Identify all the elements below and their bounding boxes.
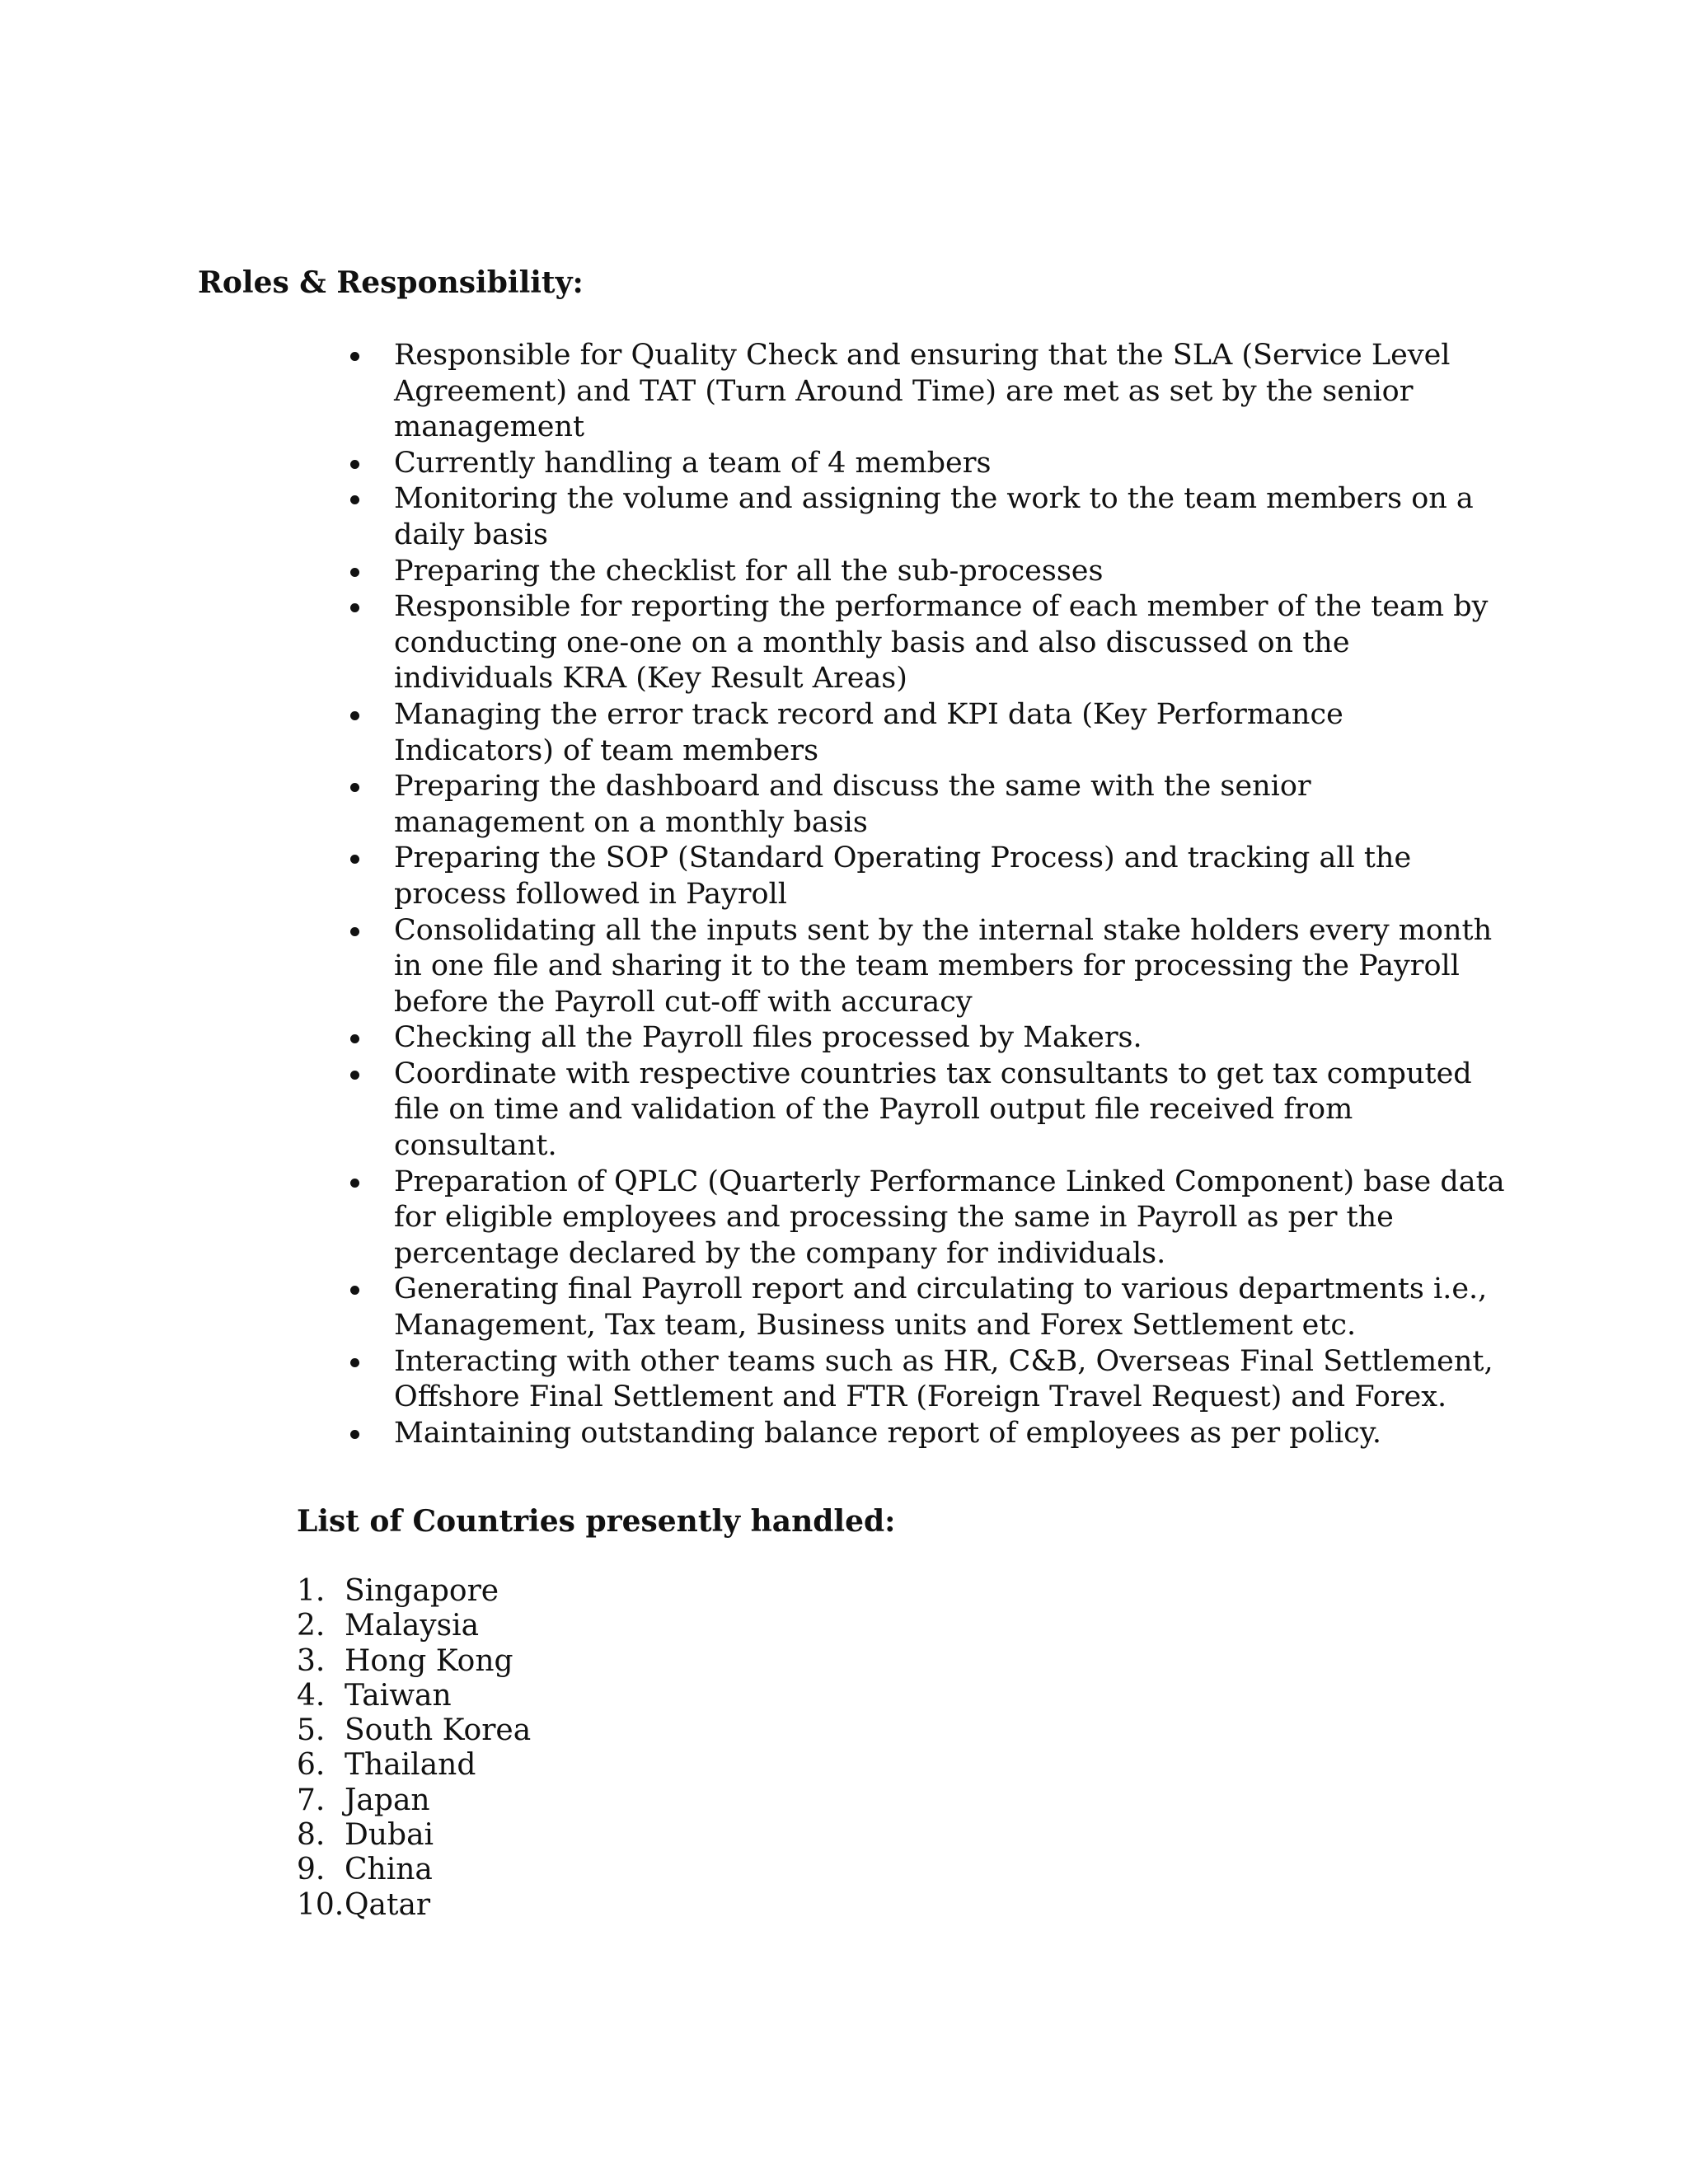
list-item	[394, 769, 1507, 841]
list-item	[394, 913, 1507, 1021]
bullet-icon	[350, 927, 359, 936]
list-item	[297, 1888, 531, 1923]
country-name: Malaysia	[345, 1609, 480, 1643]
list-number: 8.	[297, 1818, 326, 1853]
list-item	[394, 1057, 1507, 1165]
list-item-text: Preparation of QPLC (Quarterly Performance Linked Component) base data for eligible employees and processing the same in Payroll as per the percentage declared by the company for individuals.	[394, 1165, 1505, 1270]
list-number: 6.	[297, 1748, 326, 1783]
roles-heading: Roles & Responsibility:	[198, 265, 584, 300]
list-number: 10.	[297, 1887, 345, 1922]
list-item	[297, 1713, 531, 1748]
list-item-text: Preparing the SOP (Standard Operating Process) and tracking all the process followed in Payroll	[394, 841, 1412, 911]
list-number: 4.	[297, 1678, 326, 1713]
country-name: Thailand	[345, 1748, 476, 1783]
country-name: Dubai	[345, 1818, 434, 1853]
list-item	[394, 554, 1507, 590]
list-item-text: Preparing the checklist for all the sub-processes	[394, 554, 1104, 588]
responsibilities-list	[394, 338, 1507, 1451]
list-item	[297, 1748, 531, 1783]
list-item	[394, 338, 1507, 446]
list-item	[297, 1644, 531, 1679]
list-item	[394, 1272, 1507, 1343]
list-number: 9.	[297, 1853, 326, 1887]
bullet-icon	[350, 460, 359, 469]
list-item	[394, 589, 1507, 697]
list-item-text: Responsible for Quality Check and ensuring that the SLA (Service Level Agreement) and TAT (Turn Around Time) are met as set by the senior management	[394, 339, 1451, 444]
list-item	[394, 1020, 1507, 1057]
list-number: 2.	[297, 1609, 326, 1643]
list-item-text: Interacting with other teams such as HR, C&B, Overseas Final Settlement, Offshore Final Settlement and FTR (Foreign Travel Request) and Forex.	[394, 1344, 1493, 1414]
list-item	[394, 1344, 1507, 1416]
list-item	[394, 446, 1507, 482]
list-number: 3.	[297, 1643, 326, 1678]
country-name: Qatar	[345, 1887, 431, 1922]
bullet-icon	[350, 1430, 359, 1439]
country-name: South Korea	[345, 1713, 532, 1748]
list-item	[394, 1416, 1507, 1452]
list-item-text: Responsible for reporting the performance of each member of the team by conducting one-one on a monthly basis and also discussed on the individuals KRA (Key Result Areas)	[394, 590, 1489, 696]
list-number: 5.	[297, 1713, 326, 1748]
list-item-text: Monitoring the volume and assigning the work to the team members on a daily basis	[394, 482, 1474, 551]
bullet-icon	[350, 1034, 359, 1043]
list-item-text: Generating final Payroll report and circulating to various departments i.e., Management, Tax team, Business units and Forex Settlement etc.	[394, 1272, 1488, 1343]
bullet-icon	[350, 1358, 359, 1367]
country-name: China	[345, 1853, 433, 1887]
bullet-icon	[350, 1286, 359, 1295]
country-name: Hong Kong	[345, 1643, 513, 1678]
list-item-text: Checking all the Payroll files processed by Makers.	[394, 1021, 1142, 1055]
country-name: Taiwan	[345, 1678, 452, 1713]
list-item	[297, 1818, 531, 1853]
list-item	[394, 1165, 1507, 1272]
country-name: Japan	[345, 1783, 430, 1817]
list-item	[394, 697, 1507, 769]
list-item-text: Maintaining outstanding balance report of employees as per policy.	[394, 1416, 1381, 1450]
countries-heading: List of Countries presently handled:	[297, 1504, 896, 1539]
bullet-icon	[350, 495, 359, 504]
list-item	[394, 841, 1507, 912]
list-item	[297, 1574, 531, 1609]
bullet-icon	[350, 711, 359, 720]
list-item	[297, 1679, 531, 1713]
country-name: Singapore	[345, 1574, 499, 1608]
list-item-text: Currently handling a team of 4 members	[394, 446, 992, 480]
bullet-icon	[350, 1071, 359, 1080]
list-item	[297, 1853, 531, 1887]
list-item-text: Consolidating all the inputs sent by the internal stake holders every month in one file and sharing it to the team members for processing the Payroll before the Payroll cut-off with accuracy	[394, 913, 1493, 1019]
list-item	[394, 481, 1507, 553]
bullet-icon	[350, 352, 359, 361]
list-number: 1.	[297, 1574, 326, 1608]
list-item-text: Managing the error track record and KPI data (Key Performance Indicators) of team members	[394, 697, 1343, 767]
countries-list	[297, 1574, 531, 1923]
list-item	[297, 1609, 531, 1643]
bullet-icon	[350, 568, 359, 577]
list-item-text: Coordinate with respective countries tax consultants to get tax computed file on time and validation of the Payroll output file received from consultant.	[394, 1057, 1472, 1163]
list-item-text: Preparing the dashboard and discuss the same with the senior management on a monthly basis	[394, 770, 1311, 839]
list-item	[297, 1783, 531, 1818]
bullet-icon	[350, 855, 359, 864]
list-number: 7.	[297, 1783, 326, 1817]
bullet-icon	[350, 1179, 359, 1188]
bullet-icon	[350, 783, 359, 792]
bullet-icon	[350, 603, 359, 612]
